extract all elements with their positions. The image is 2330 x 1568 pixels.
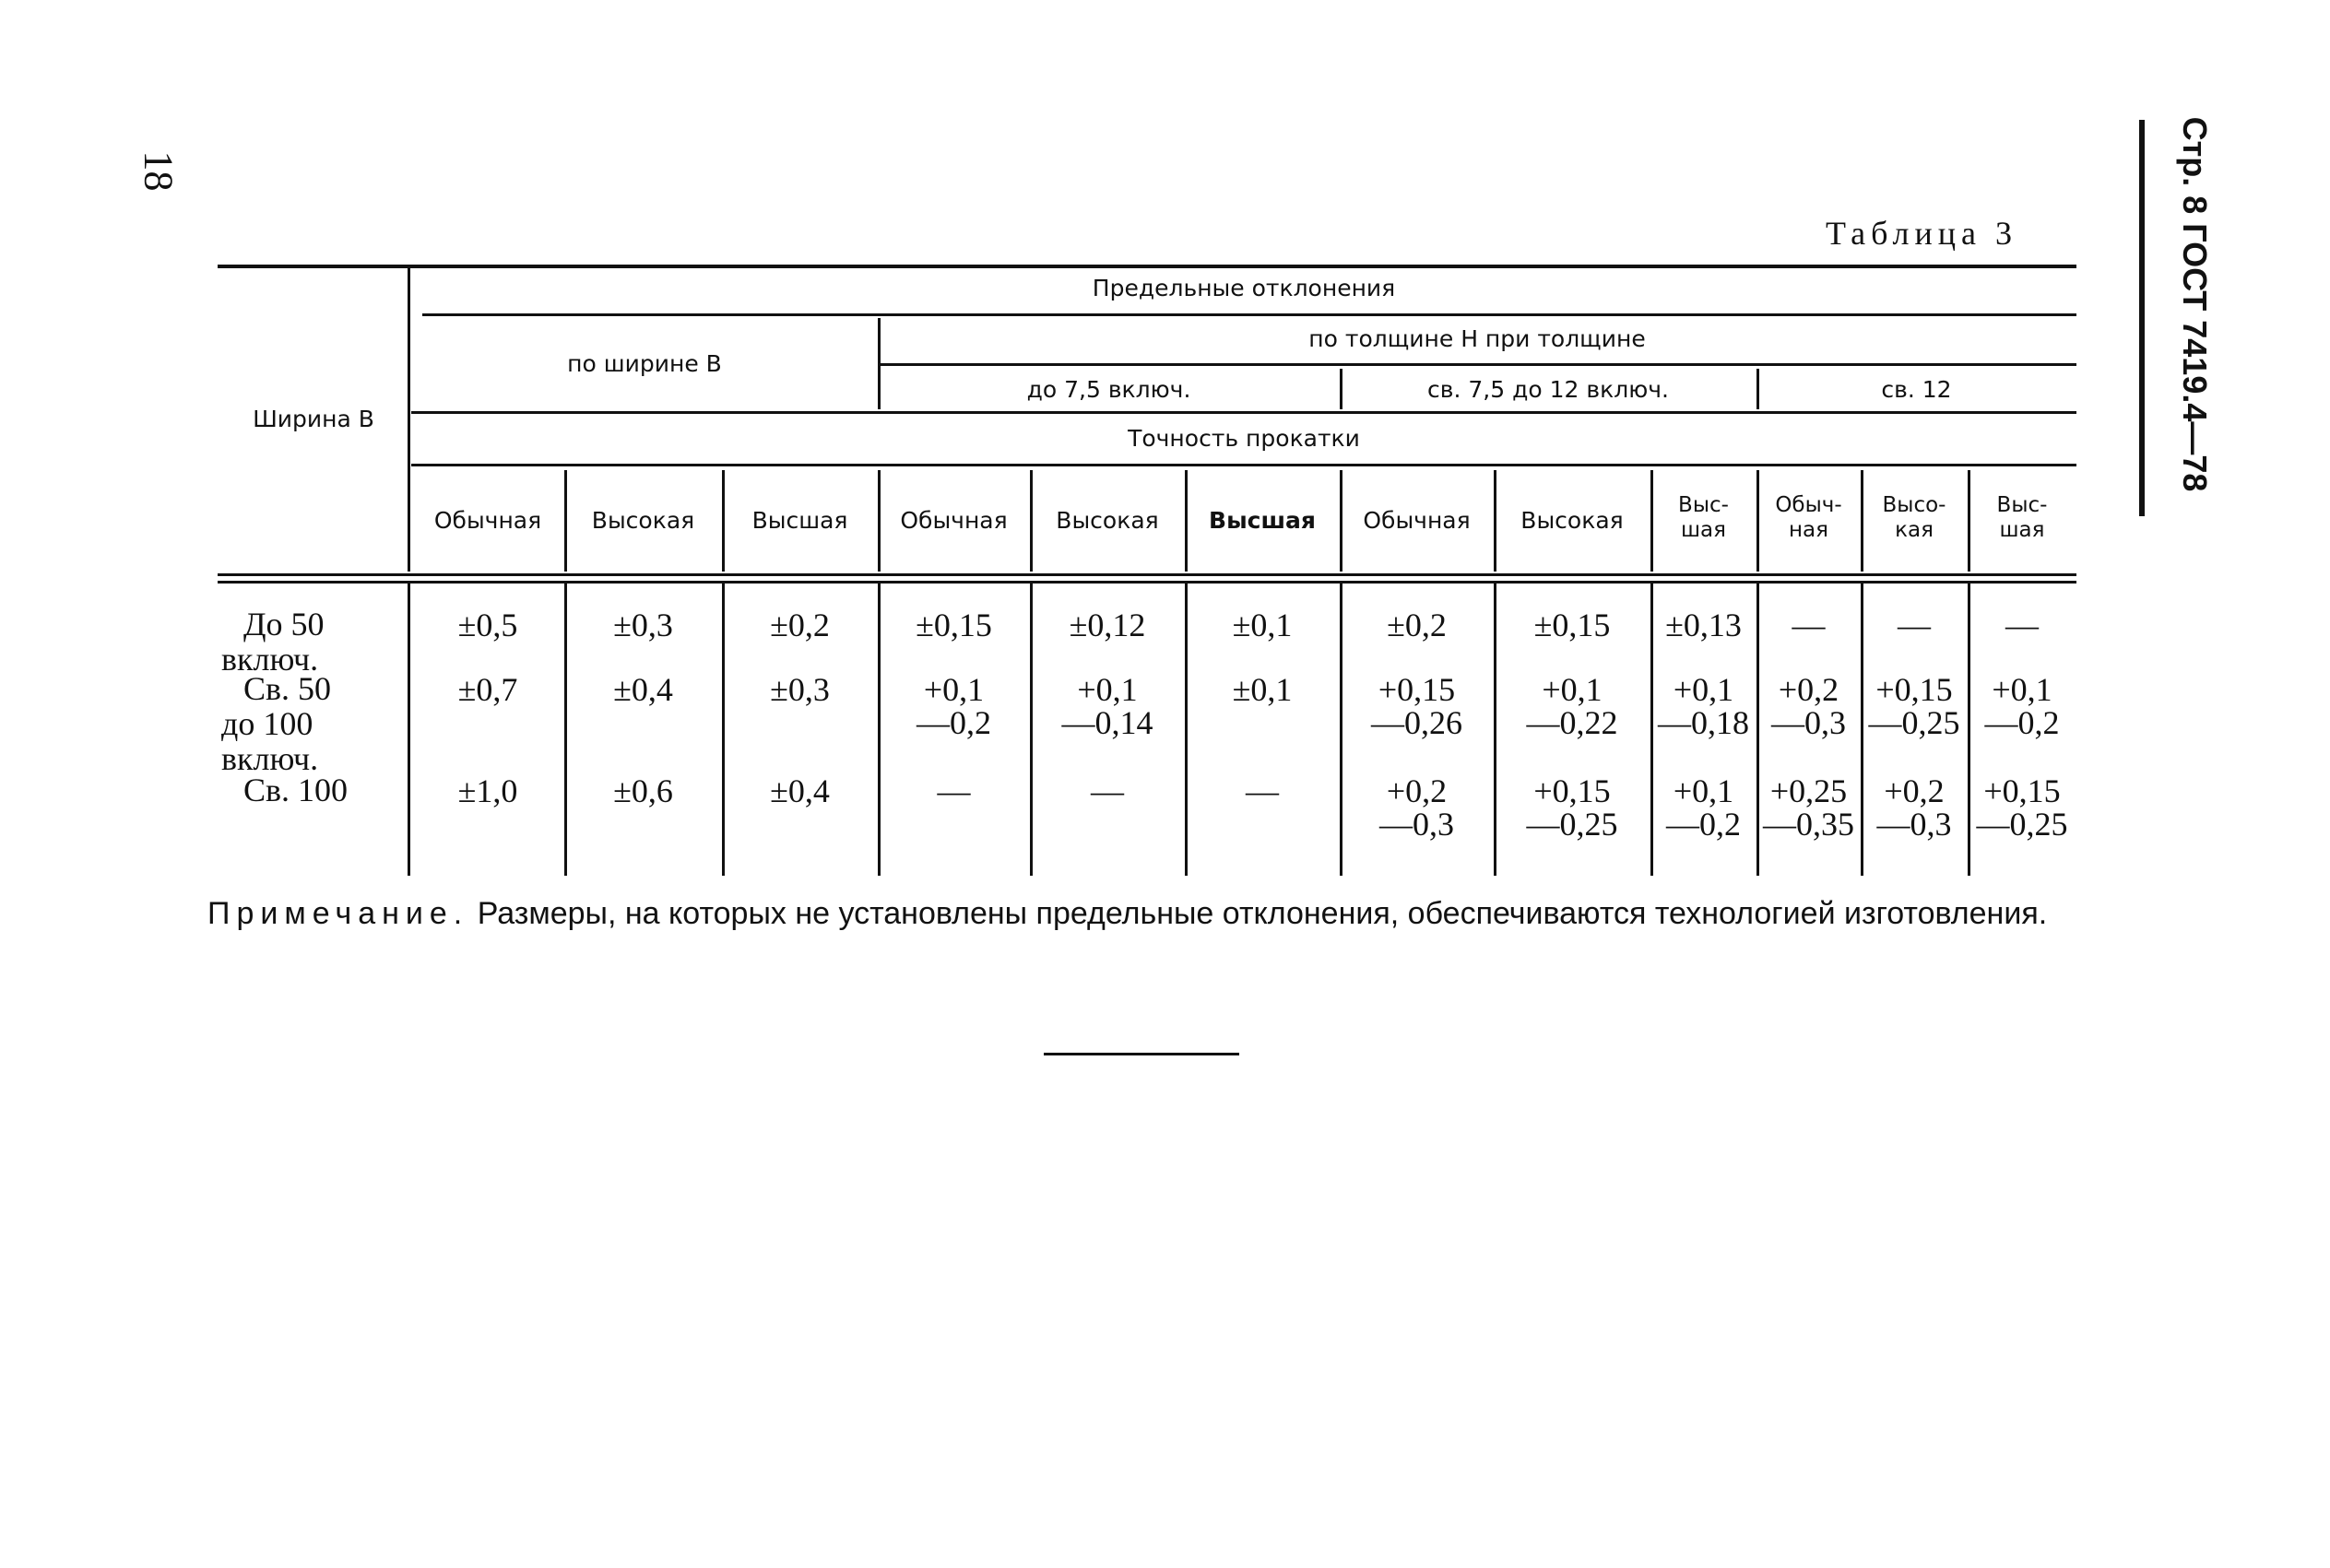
table-cell [1340,673,1494,739]
cell-value: ±1,0 [457,772,518,809]
header-subcol-part: шая [1681,518,1726,542]
table-cell [1756,673,1861,739]
cell-value: +0,1 [1673,671,1734,708]
vline-subcol [1968,470,1970,572]
cell-value: ±0,4 [613,671,673,708]
cell-value: +0,15 [1875,671,1953,708]
cell-value: —0,2 [1666,806,1741,843]
header-limit-deviations: Предельные отклонения [1092,275,1396,301]
page-number: 18 [136,150,182,192]
cell-value: —0,18 [1658,704,1749,741]
cell-value: —0,22 [1526,704,1618,741]
header-subcol [1861,493,1968,543]
cell-value: —0,3 [1876,806,1952,843]
table-cell [1185,673,1340,706]
row-label-line: включ. [221,641,319,678]
row-label [221,671,406,776]
table-cell [1968,673,2076,739]
cell-value: +0,15 [1378,671,1456,708]
cell-value: ±0,7 [457,671,518,708]
header-subcol [1968,493,2076,543]
row-label-line: Св. 50 [243,670,332,707]
table-cell [1185,774,1340,808]
table-cell [1861,673,1968,739]
cell-value: — [937,772,971,809]
header-thickness-group: до 7,5 включ. [1026,376,1191,403]
vline-subcol [1340,470,1342,572]
cell-value: — [1246,772,1279,809]
row-label-line: Св. 100 [243,772,349,808]
row-label-line: включ. [221,740,319,777]
table-note [207,894,2079,933]
cell-value: +0,2 [1778,671,1839,708]
table-cell [1030,673,1185,739]
cell-value: ±0,13 [1665,607,1742,643]
header-rule-thickness [881,363,2076,366]
vline-subcol [1494,470,1496,572]
cell-value: ±0,12 [1069,607,1146,643]
cell-value: ±0,6 [613,772,673,809]
table-cell [1756,608,1861,642]
row-label-line: до 100 [221,705,313,742]
cell-value: —0,3 [1379,806,1454,843]
cell-value: ±0,15 [1533,607,1611,643]
header-by-width: по ширине B [567,350,722,377]
cell-value: —0,25 [1976,806,2068,843]
header-rolling-accuracy: Точность прокатки [1128,425,1360,452]
vline-subcol [1861,470,1863,572]
row-label [221,607,406,677]
cell-value: ±0,1 [1232,671,1293,708]
header-subcol: Высокая [1520,507,1624,534]
table-cell [1861,774,1968,841]
header-subcol: Высшая [1209,507,1316,534]
cell-value: +0,1 [923,671,985,708]
vline-group-2 [1756,369,1759,409]
cell-value: ±0,3 [770,671,830,708]
vline-width-thickness-hdr [878,318,881,409]
cell-value: —0,14 [1061,704,1153,741]
table-cell [564,774,722,808]
cell-value: — [1898,607,1931,643]
note-heading: Примечание. [207,896,469,931]
cell-value: ±0,15 [916,607,992,643]
cell-value: ±0,4 [770,772,830,809]
cell-value: ±0,2 [1387,607,1447,643]
header-subcol: Обычная [433,507,542,534]
note-text: Размеры, на которых не установлены предельные отклонения, обеспечиваются технологией изготовления. [477,896,2048,931]
table-top-rule [218,265,2076,268]
header-subcol-part: Обыч- [1775,493,1842,517]
header-subcol: Высокая [1056,507,1159,534]
cell-value: —0,35 [1763,806,1854,843]
header-bottom-rule-1 [218,573,2076,576]
vline-subcol [1185,470,1188,572]
table-cell [1030,774,1185,808]
cell-value: +0,15 [1983,772,2061,809]
table-cell [411,774,564,808]
header-subcol: Обычная [1363,507,1471,534]
header-subcol: Высшая [751,507,848,534]
table-cell [1030,608,1185,642]
cell-value: — [1091,772,1124,809]
table-cell [1968,774,2076,841]
header-thickness-group: св. 7,5 до 12 включ. [1427,376,1669,403]
table-cell [1650,673,1756,739]
header-rule-limits [422,313,2076,316]
cell-value: +0,15 [1533,772,1611,809]
cell-value: —0,2 [1984,704,2060,741]
table-cell [1340,774,1494,841]
header-subcol [1650,493,1756,543]
vline-subcol [1030,470,1033,572]
cell-value: +0,2 [1884,772,1945,809]
table-cell [1756,774,1861,841]
header-subcol-part: Высо- [1882,493,1946,517]
cell-value: —0,25 [1868,704,1960,741]
cell-value: +0,1 [1992,671,2052,708]
table-caption: Таблица 3 [1826,215,2017,252]
cell-value: —0,26 [1371,704,1462,741]
cell-value: — [2005,607,2039,643]
header-by-thickness: по толщине H при толщине [1308,325,1646,352]
table-cell [722,673,878,706]
header-subcol-part: кая [1895,518,1934,542]
vline-subcol [722,470,725,572]
cell-value: ±0,1 [1232,607,1293,643]
table-cell [722,774,878,808]
table-cell [1650,608,1756,642]
table-cell [1861,608,1968,642]
row-label [221,772,406,808]
cell-value: +0,25 [1769,772,1848,809]
table-cell [1494,774,1650,841]
vline-subcol [564,470,567,572]
cell-value: ±0,5 [457,607,518,643]
table-cell [564,608,722,642]
vline-subcol [1650,470,1653,572]
header-subcol-part: Выс- [1678,493,1729,517]
table-cell [722,608,878,642]
header-rule-groups [411,411,2076,414]
cell-value: —0,3 [1771,704,1846,741]
header-width-col: Ширина B [253,406,374,432]
vline-label [408,267,410,572]
cell-value: —0,2 [917,704,991,741]
table-cell [1494,608,1650,642]
table-cell [1650,774,1756,841]
header-subcol-part: ная [1789,518,1828,542]
table-cell [878,774,1030,808]
header-subcol-part: Выс- [1996,493,2048,517]
header-subcol: Высокая [591,507,695,534]
header-subcol: Обычная [900,507,1008,534]
vline-subcol [878,470,881,572]
table-cell [1494,673,1650,739]
header-rule-accuracy [411,464,2076,466]
cell-value: +0,1 [1542,671,1603,708]
table-cell [411,673,564,706]
header-subcol [1756,493,1861,543]
cell-value: +0,2 [1386,772,1448,809]
header-bottom-rule-2 [218,581,2076,584]
cell-value: —0,25 [1526,806,1618,843]
table-cell [878,673,1030,739]
cell-value: +0,1 [1077,671,1138,708]
end-rule [1044,1053,1239,1055]
table-cell [878,608,1030,642]
vline-subcol [1756,470,1759,572]
table-cell [411,608,564,642]
standard-reference: Стр. 8 ГОСТ 7419.4—78 [2176,116,2214,492]
vline-label-body [408,583,410,876]
header-subcol-part: шая [1999,518,2045,542]
vline-group-1 [1340,369,1342,409]
table-cell [564,673,722,706]
cell-value: ±0,2 [770,607,830,643]
table-cell [1185,608,1340,642]
table-cell [1968,608,2076,642]
row-label-line: До 50 [243,606,325,643]
cell-value: — [1792,607,1826,643]
cell-value: ±0,3 [613,607,673,643]
header-thickness-group: св. 12 [1881,376,1952,403]
table-cell [1340,608,1494,642]
cell-value: +0,1 [1673,772,1734,809]
